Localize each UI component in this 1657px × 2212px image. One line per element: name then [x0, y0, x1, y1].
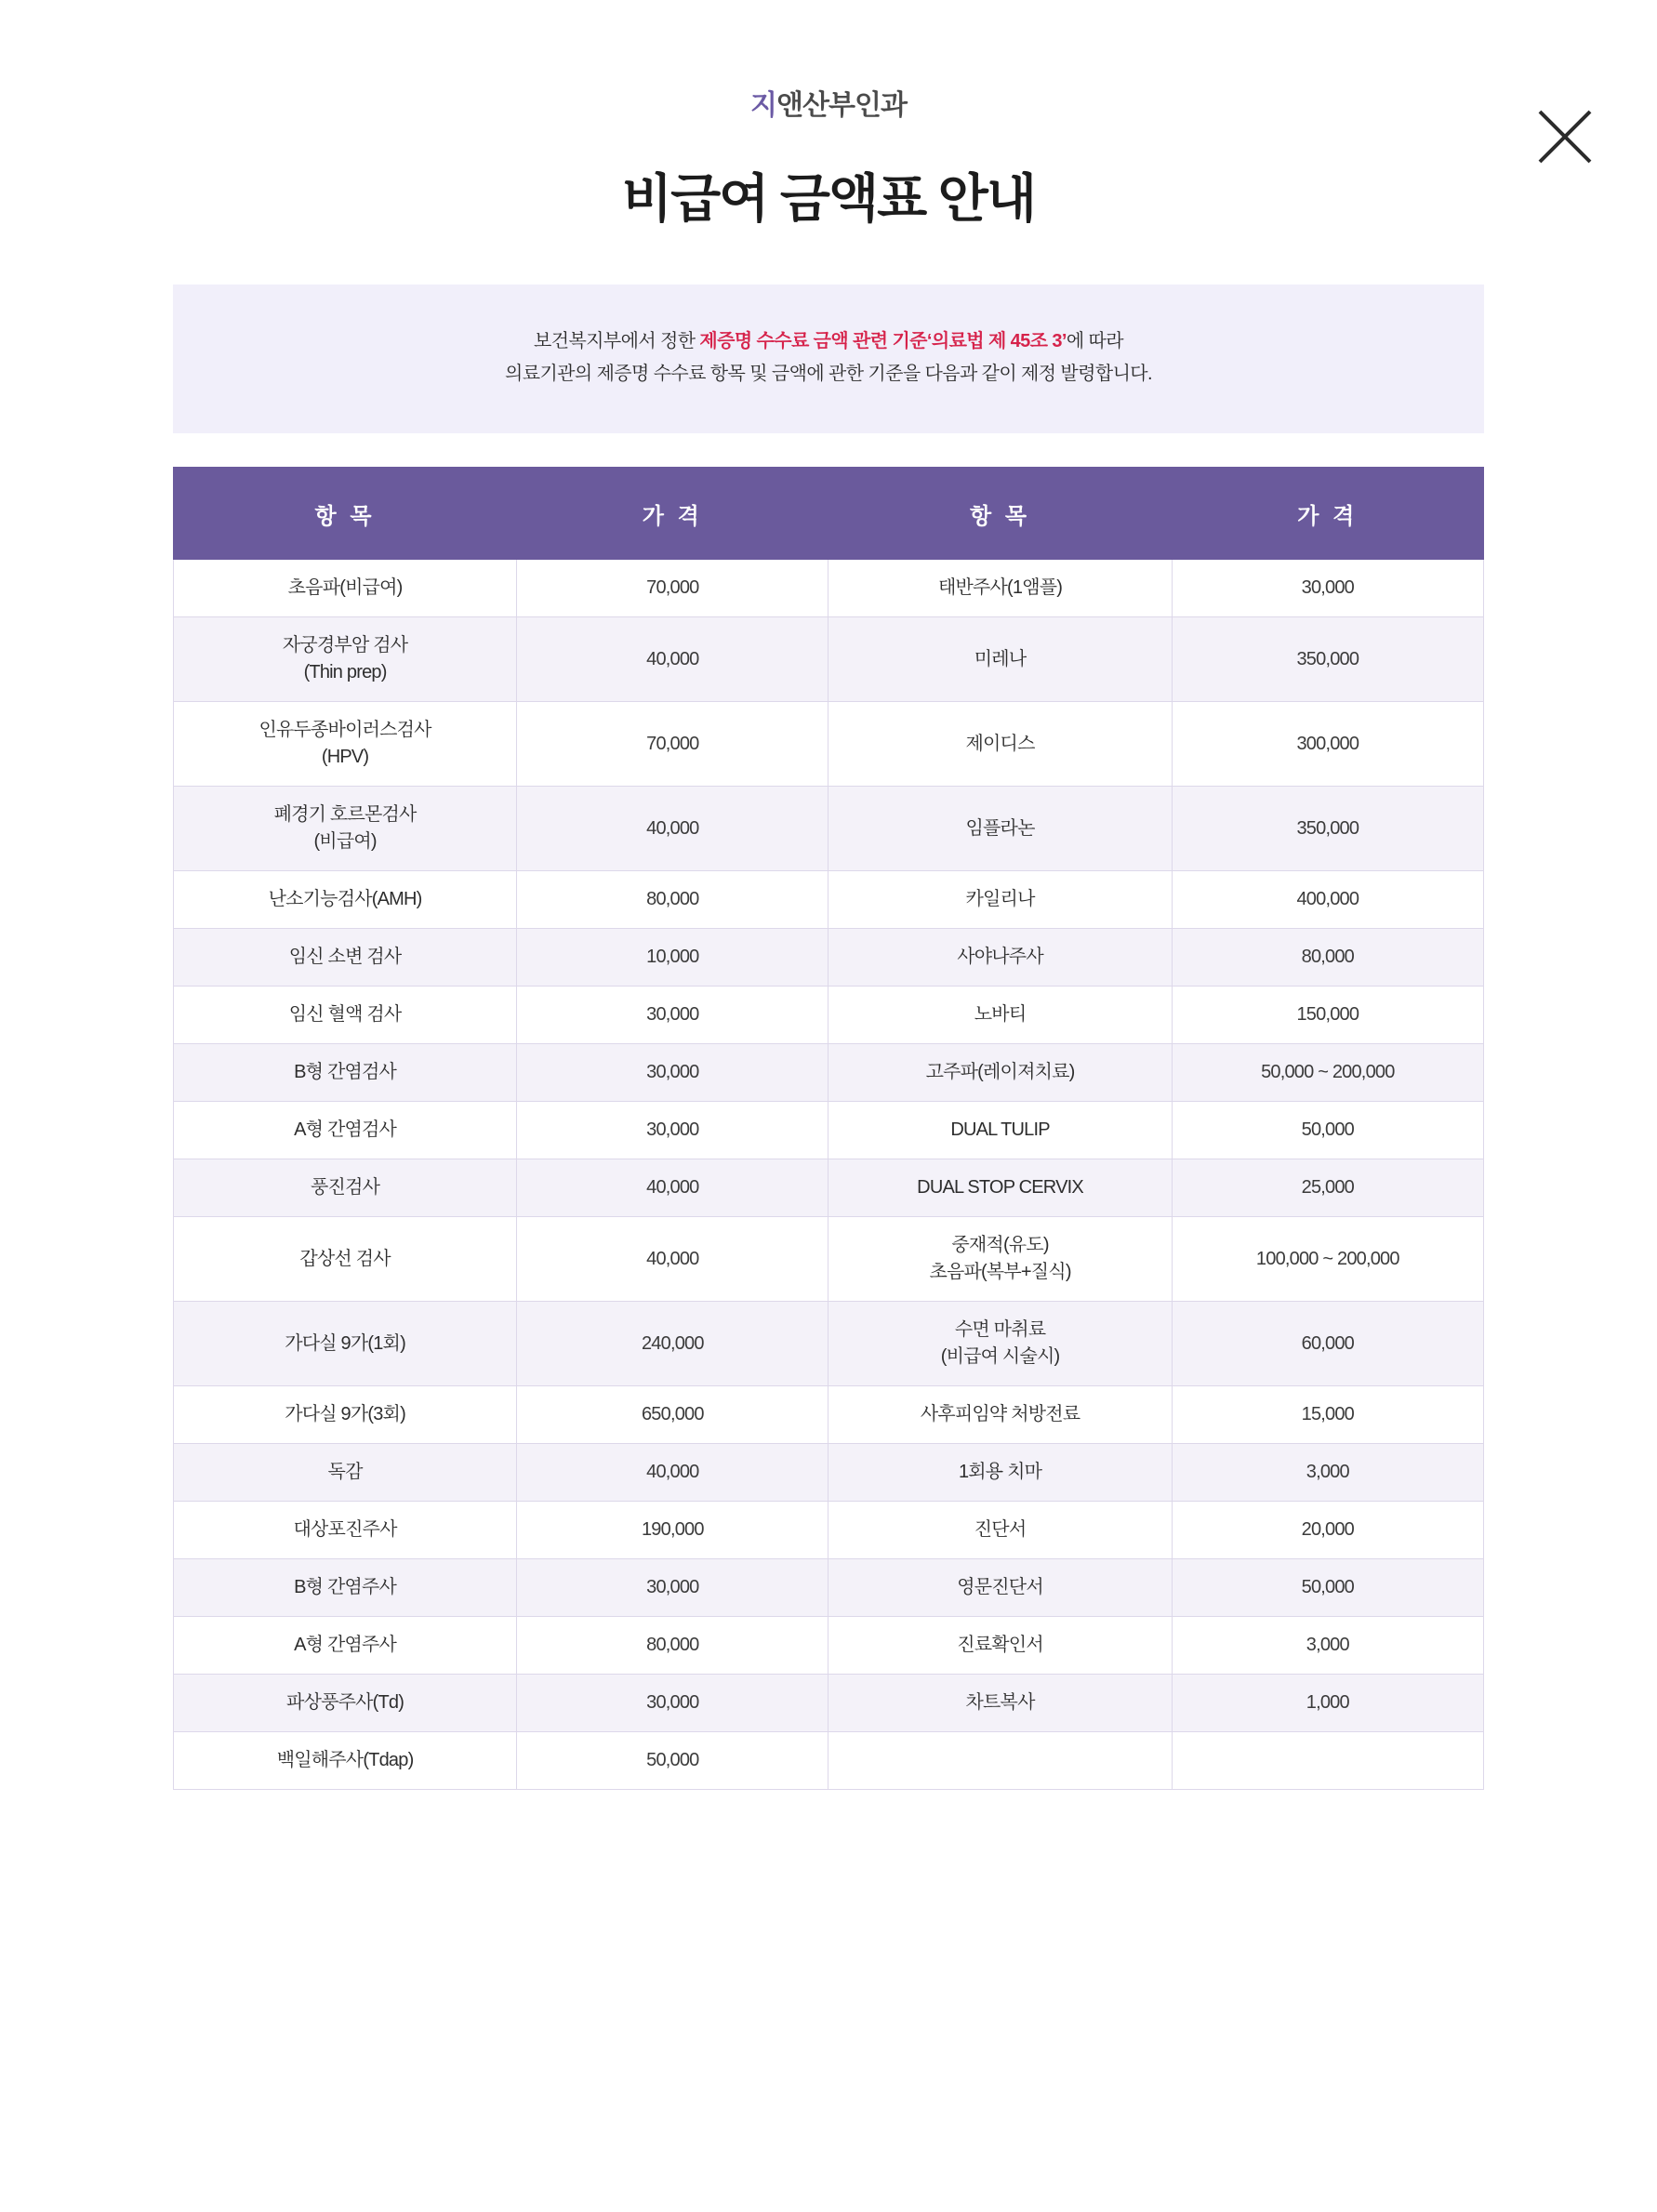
item-name-right-text: 카일리나: [965, 889, 1035, 909]
table-row: [174, 1044, 1484, 1102]
item-price-left: [517, 1559, 828, 1617]
item-name-right-text: 중재적(유도): [951, 1235, 1049, 1255]
item-name-left-text: 자궁경부암 검사: [282, 635, 408, 656]
item-price-left: [517, 1386, 828, 1444]
item-price-left-text: 50,000: [646, 1750, 699, 1770]
price-table: [173, 467, 1484, 1790]
item-name-right-text: DUAL STOP CERVIX: [917, 1177, 1083, 1198]
item-price-right-text: 50,000: [1301, 1577, 1354, 1597]
item-name-left-text: A형 간염검사: [294, 1119, 397, 1140]
item-name-right-text: 진단서: [974, 1519, 1027, 1540]
table-row: [174, 1444, 1484, 1502]
item-name-left: [174, 1444, 517, 1502]
item-name-left: [174, 617, 517, 702]
col-header-item-left: 항 목: [174, 468, 517, 560]
table-row: [174, 987, 1484, 1044]
item-price-left: [517, 1617, 828, 1675]
item-price-left: [517, 1302, 828, 1386]
item-name-left: [174, 1386, 517, 1444]
item-name-left-subtext: (비급여): [313, 831, 377, 852]
item-name-left-text: 초음파(비급여): [287, 577, 403, 598]
item-name-right: [828, 560, 1172, 617]
item-price-right-text: 300,000: [1296, 733, 1359, 754]
brand-rest: 앤산부인과: [776, 90, 907, 121]
item-name-right: [828, 787, 1172, 871]
item-price-left: [517, 1102, 828, 1159]
item-name-right: [828, 1302, 1172, 1386]
item-name-left: [174, 702, 517, 787]
item-name-left-text: 가다실 9가(3회): [285, 1404, 405, 1424]
item-price-left: [517, 1675, 828, 1732]
table-row: [174, 560, 1484, 617]
item-name-right: [828, 1102, 1172, 1159]
item-price-right: [1172, 871, 1483, 929]
item-price-right: [1172, 1217, 1483, 1302]
item-name-right-text: 1회용 치마: [958, 1462, 1042, 1482]
item-price-right-text: 25,000: [1301, 1177, 1354, 1198]
item-name-right: [828, 871, 1172, 929]
item-price-right-text: 150,000: [1296, 1004, 1359, 1025]
table-row: [174, 1559, 1484, 1617]
item-price-left-text: 650,000: [641, 1404, 704, 1424]
item-name-right-text: 수면 마취료: [954, 1319, 1046, 1340]
item-name-left: [174, 871, 517, 929]
item-price-left-text: 80,000: [646, 1635, 699, 1655]
item-name-left-text: B형 간염주사: [294, 1577, 397, 1597]
item-name-right: [828, 1502, 1172, 1559]
item-price-right-text: 1,000: [1306, 1692, 1349, 1713]
item-price-left: [517, 1502, 828, 1559]
item-price-right-text: 50,000: [1301, 1119, 1354, 1140]
item-price-right: [1172, 1502, 1483, 1559]
item-name-right-text: 노바티: [974, 1004, 1027, 1025]
item-price-left: [517, 617, 828, 702]
item-price-right-text: 400,000: [1296, 889, 1359, 909]
table-row: [174, 1617, 1484, 1675]
item-price-right-text: 15,000: [1301, 1404, 1354, 1424]
item-price-left: [517, 1217, 828, 1302]
item-name-left: [174, 560, 517, 617]
item-name-right: [828, 1559, 1172, 1617]
item-name-left: [174, 1302, 517, 1386]
item-name-right-text: 태반주사(1앰플): [937, 577, 1063, 598]
item-name-left-text: B형 간염검사: [294, 1062, 397, 1082]
table-row: [174, 1102, 1484, 1159]
item-price-right: [1172, 787, 1483, 871]
item-name-right-subtext: 초음파(복부+질식): [929, 1262, 1071, 1282]
item-price-left-text: 40,000: [646, 1177, 699, 1198]
table-row: [174, 617, 1484, 702]
item-price-right: [1172, 560, 1483, 617]
table-row: [174, 1386, 1484, 1444]
item-name-left: [174, 929, 517, 987]
item-name-left-text: 대상포진주사: [293, 1519, 397, 1540]
item-name-left-text: A형 간염주사: [294, 1635, 397, 1655]
table-row: [174, 929, 1484, 987]
item-price-left-text: 30,000: [646, 1119, 699, 1140]
item-price-right: [1172, 617, 1483, 702]
brand-prefix: 지: [750, 90, 777, 121]
item-price-right: [1172, 987, 1483, 1044]
item-name-left: [174, 1675, 517, 1732]
price-table-wrap: [173, 467, 1484, 1790]
item-name-right: [828, 702, 1172, 787]
item-name-right-subtext: (비급여 시술시): [940, 1346, 1060, 1367]
table-row: [174, 1675, 1484, 1732]
item-price-left: [517, 929, 828, 987]
item-price-right-text: 350,000: [1296, 648, 1359, 669]
item-name-right-text: 사후피임약 처방전료: [920, 1404, 1080, 1424]
table-row: [174, 871, 1484, 929]
item-price-right-text: 30,000: [1301, 577, 1354, 598]
item-price-left: [517, 1732, 828, 1790]
item-name-right-text: 미레나: [974, 648, 1027, 669]
item-price-left-text: 240,000: [641, 1332, 704, 1354]
item-price-right-text: 3,000: [1306, 1462, 1349, 1482]
item-price-left-text: 30,000: [646, 1062, 699, 1082]
item-price-left-text: 30,000: [646, 1577, 699, 1597]
price-list-page: [0, 82, 1657, 2212]
table-header-row: [174, 468, 1484, 560]
item-name-right: [828, 617, 1172, 702]
item-price-left-text: 40,000: [646, 817, 699, 839]
item-price-right: [1172, 1302, 1483, 1386]
notice-line-1: [192, 325, 1465, 358]
notice-line-1-prefix: 보건복지부에서 정한: [534, 331, 700, 351]
item-price-left-text: 30,000: [646, 1692, 699, 1713]
item-name-right: [828, 1159, 1172, 1217]
item-price-left-text: 80,000: [646, 889, 699, 909]
table-head: [174, 468, 1484, 560]
item-price-left-text: 10,000: [646, 947, 699, 967]
item-name-left-text: 풍진검사: [311, 1177, 380, 1198]
table-row: [174, 787, 1484, 871]
item-name-left-text: 백일해주사(Tdap): [276, 1750, 414, 1770]
col-header-price-right: 가 격: [1172, 468, 1483, 560]
item-name-right-text: 영문진단서: [957, 1577, 1043, 1597]
table-body: [174, 560, 1484, 1790]
item-price-right-text: 3,000: [1306, 1635, 1349, 1655]
item-name-right-text: 고주파(레이져치료): [925, 1062, 1075, 1082]
page-title: 비급여 금액표 안내: [622, 169, 1035, 228]
item-name-right: [828, 1044, 1172, 1102]
item-name-left: [174, 787, 517, 871]
item-price-left-text: 40,000: [646, 1462, 699, 1482]
item-price-right-text: 80,000: [1301, 947, 1354, 967]
item-price-right: [1172, 1102, 1483, 1159]
item-name-right: [828, 1617, 1172, 1675]
item-name-left-text: 갑상선 검사: [299, 1248, 391, 1269]
item-price-right: [1172, 1386, 1483, 1444]
item-price-right: [1172, 1617, 1483, 1675]
item-price-left: [517, 871, 828, 929]
item-name-right-text: 사야나주사: [957, 947, 1043, 967]
item-name-left: [174, 1559, 517, 1617]
table-row: [174, 702, 1484, 787]
table-row: [174, 1217, 1484, 1302]
item-price-left-text: 70,000: [646, 733, 699, 754]
table-row: [174, 1502, 1484, 1559]
notice-highlight: 제증명 수수료 금액 관련 기준‘의료법 제 45조 3’: [699, 331, 1067, 351]
item-price-left-text: 70,000: [646, 577, 699, 598]
item-name-right-text: 차트복사: [965, 1692, 1035, 1713]
item-name-left: [174, 987, 517, 1044]
close-icon: [1534, 106, 1596, 167]
item-name-left: [174, 1102, 517, 1159]
item-price-left: [517, 1159, 828, 1217]
notice-line-2: 의료기관의 제증명 수수료 항목 및 금액에 관한 기준을 다음과 같이 제정 발령합니다.: [505, 364, 1152, 384]
item-price-right: [1172, 1732, 1483, 1790]
item-name-right-text: 임플라논: [965, 817, 1035, 839]
item-name-left: [174, 1732, 517, 1790]
item-name-left: [174, 1217, 517, 1302]
item-price-left-text: 190,000: [641, 1519, 704, 1540]
item-name-right-text: 진료확인서: [957, 1635, 1043, 1655]
item-price-right: [1172, 1559, 1483, 1617]
item-price-right: [1172, 929, 1483, 987]
item-price-right-text: 100,000 ~ 200,000: [1255, 1248, 1399, 1269]
item-name-left: [174, 1044, 517, 1102]
item-price-left-text: 40,000: [646, 1248, 699, 1269]
item-name-right-text: 제이디스: [965, 733, 1035, 754]
item-name-left: [174, 1617, 517, 1675]
table-row: [174, 1159, 1484, 1217]
item-price-left: [517, 1444, 828, 1502]
item-price-left: [517, 560, 828, 617]
item-price-right: [1172, 1444, 1483, 1502]
col-header-item-right: 항 목: [828, 468, 1172, 560]
item-name-left-text: 임신 혈액 검사: [288, 1004, 402, 1025]
item-name-right: [828, 987, 1172, 1044]
table-row: [174, 1302, 1484, 1386]
item-price-left: [517, 987, 828, 1044]
item-name-left-text: 독감: [327, 1462, 363, 1482]
close-button[interactable]: [1531, 102, 1599, 171]
item-name-right: [828, 1675, 1172, 1732]
clinic-brand: [0, 82, 1657, 123]
item-name-right-text: DUAL TULIP: [950, 1119, 1050, 1140]
item-price-right-text: 350,000: [1296, 817, 1359, 839]
item-price-left: [517, 1044, 828, 1102]
notice-line-1-suffix: 에 따라: [1066, 331, 1123, 351]
item-name-left: [174, 1502, 517, 1559]
item-price-right-text: 50,000 ~ 200,000: [1261, 1062, 1395, 1082]
item-name-right: [828, 1444, 1172, 1502]
col-header-price-left: 가 격: [517, 468, 828, 560]
item-name-left-text: 임신 소변 검사: [288, 947, 402, 967]
item-name-left-subtext: (Thin prep): [303, 662, 387, 682]
item-price-right: [1172, 1159, 1483, 1217]
item-price-right-text: 60,000: [1301, 1332, 1354, 1354]
item-name-left-text: 인유두종바이러스검사: [258, 720, 431, 740]
item-name-right: [828, 1386, 1172, 1444]
item-price-right: [1172, 1044, 1483, 1102]
item-name-left: [174, 1159, 517, 1217]
item-price-left: [517, 702, 828, 787]
item-name-left-text: 파상풍주사(Td): [286, 1692, 404, 1713]
item-price-left-text: 30,000: [646, 1004, 699, 1025]
item-name-right: [828, 1217, 1172, 1302]
notice-box: [173, 285, 1484, 433]
table-row: [174, 1732, 1484, 1790]
item-price-right: [1172, 1675, 1483, 1732]
item-price-left: [517, 787, 828, 871]
item-price-right: [1172, 702, 1483, 787]
item-price-left-text: 40,000: [646, 648, 699, 669]
item-name-left-text: 가다실 9가(1회): [285, 1332, 405, 1354]
item-price-right-text: 20,000: [1301, 1519, 1354, 1540]
item-name-right: [828, 929, 1172, 987]
item-name-right: [828, 1732, 1172, 1790]
item-name-left-text: 폐경기 호르몬검사: [273, 804, 417, 825]
item-name-left-text: 난소기능검사(AMH): [268, 889, 422, 909]
item-name-left-subtext: (HPV): [321, 747, 369, 767]
